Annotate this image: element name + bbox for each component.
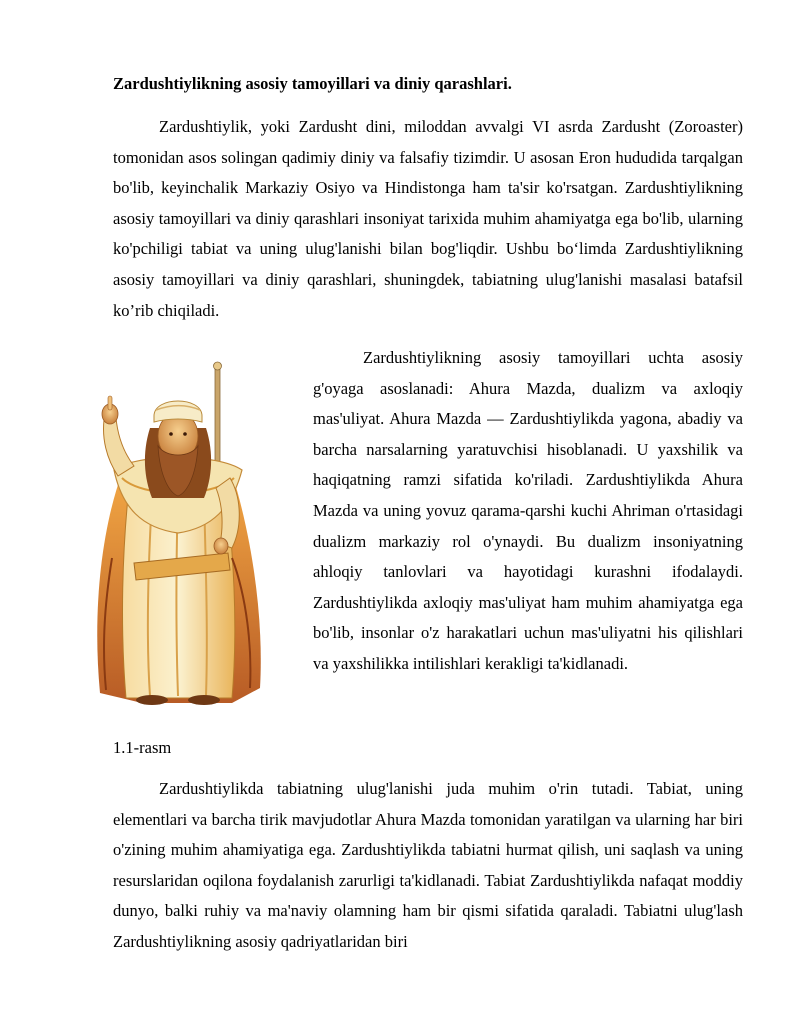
zoroaster-illustration-icon: [82, 358, 272, 713]
paragraph-intro: Zardushtiylik, yoki Zardusht dini, miloddan avvalgi VI asrda Zardusht (Zoroaster) tomonidan asos solingan qadimiy diniy va falsafiy tizimdir. U asosan Eron hududida tarqalgan bo'lib, keyinchalik Markaziy Osiyo va Hindistonga ham ta'sir ko'rsatgan. Zardushtiylikning asosiy tamoyillari va diniy qarashlari insoniyat tarixida muhim ahamiyatga ega bo'lib, ularning ko'pchiligi tabiat va uning ulug'lanishi bilan bog'liqdir. Ushbu bo‘limda Zardushtiylikning asosiy tamoyillari va diniy qarashlari, shuningdek, tabiatning ulug'lanishi masalasi batafsil ko’rib chiqiladi.: [113, 117, 743, 320]
figure-caption: 1.1-rasm: [113, 738, 172, 757]
zoroaster-figure: [82, 358, 272, 713]
section-heading: Zardushtiylikning asosiy tamoyillari va diniy qarashlari.: [113, 74, 512, 93]
paragraph-nature: Zardushtiylikda tabiatning ulug'lanishi juda muhim o'rin tutadi. Tabiat, uning elementlari va barcha tirik mavjudotlar Ahura Mazda tomonidan yaratilgan va ularning har biri o'zining muhim ahamiyatiga ega. Zardushtiylikda tabiatni hurmat qilish, uni saqlash va uning resurslaridan oqilona foydalanish zarurligi ta'kidlanadi. Tabiat Zardushtiylikda nafaqat moddiy dunyo, balki ruhiy va ma'naviy olamning ham bir qismi sifatida qaraladi. Tabiatni ulug'lash Zardushtiylikning asosiy qadriyatlaridan biri: [113, 779, 743, 951]
paragraph-principles: Zardushtiylikning asosiy tamoyillari uchta asosiy g'oyaga asoslanadi: Ahura Mazda, dualizm va axloqiy mas'uliyat. Ahura Mazda — Zardushtiylikda yagona, abadiy va barcha narsalarning yaratuvchisi hisoblanadi. U yaxshilik va haqiqatning ramzi sifatida ko'riladi. Zardushtiylikda Ahura Mazda va uning yovuz qarama-qarshi kuchi Ahriman o'rtasidagi dualizm markaziy rol o'ynaydi. Bu dualizm insoniyatning ahloqiy tanlovlari va hayotidagi kurashni ifodalaydi. Zardushtiylikda axloqiy mas'uliyat ham muhim ahamiyatga ega bo'lib, insonlar o'z harakatlari uchun mas'uliyatni his qilishlari va yaxshilikka intilishlari kerakligi ta'kidlanadi.: [313, 348, 743, 673]
